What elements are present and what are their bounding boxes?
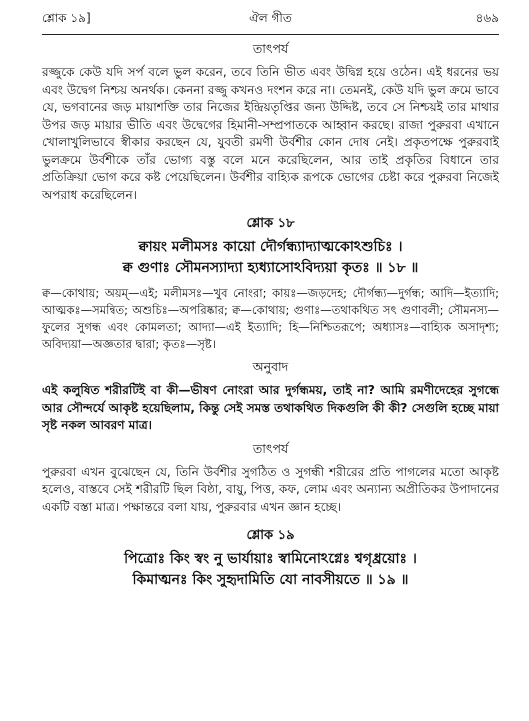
verse-18-purport: পুরুরবা এখন বুঝেছেন যে, তিনি উর্বশীর সুগঠিত ও সুগন্ধী শরীরের প্রতি পাগলের মতো আকৃষ্ট হলেও, বাস্তবে সেই শরীরটি ছিল বিষ্ঠা, বায়ু, পিত্ত, কফ, লোম এবং অন্যান্য অপ্রীতিকর উপাদানের একটি বস্তা মাত্র। পক্ষান্তরে বলা যায়, পুরুরবার এখন জ্ঞান হচ্ছে। [42,464,499,514]
header-rule [42,34,499,35]
verse-18-synonyms: ক্ব—কোথায়; অয়ম্—এই; মলীমসঃ—খুব নোংরা; কায়ঃ—জড়দেহ; দৌর্গন্ধ্য—দুর্গন্ধ; আদি—ইত্যাদি; আত্মকঃ—সমন্বিত; অশুচিঃ—অপরিষ্কার; ক্ব—কোথায়; গুণাঃ—তথাকথিত সৎ গুণাবলী; সৌমনস্য—ফুলের সুগন্ধ এবং কোমলতা; আদ্যা—এই ইত্যাদি; হি—নিশ্চিতরূপে; অধ্যাসঃ—বাহ্যিক অসাদৃশ্য; অবিদ্যয়া—অজ্ঞতার দ্বারা; কৃতঃ—সৃষ্ট। [42,286,499,351]
verse-18-translation: এই কলুষিত শরীরটিই বা কী—ভীষণ নোংরা আর দুর্গন্ধময়, তাই না? আমি রমণীদেহের সুগন্ধে আর সৌন্দর্যে আকৃষ্ট হয়েছিলাম, কিন্তু সেই সমস্ত তথাকথিত দিকগুলি কী কী? সেগুলি হচ্ছে মায়া সৃষ্ট নকল আবরণ মাত্র। [42,383,499,432]
header-chapter-title: ঐল গীত [249,11,292,25]
translation-heading: অনুবাদ [252,359,289,374]
verse-19-heading: শ্লোক ১৯ [246,528,295,543]
verse-18-line-2: ক্ব গুণাঃ সৌমনস্যাদ্যা হ্যধ্যাসোঽবিদ্যয়া কৃতঃ ॥ ১৮ ॥ [122,260,419,276]
running-header [42,0,499,34]
verse-18-heading: শ্লোক ১৮ [246,216,295,231]
purport-paragraph: রজ্জুকে কেউ যদি সর্প বলে ভুল করেন, তবে তিনি ভীত এবং উদ্বিগ্ন হয়ে ওঠেন। এই ধরনের ভয় এবং উদ্বেগ নিশ্চয় অনর্থক। কেননা রজ্জু কখনও দংশন করে না। তেমনই, কেউ যদি ভুল ক্রমে ভাবে যে, ভগবানের জড় মায়াশক্তি তার নিজের ইন্দ্রিয়তৃপ্তির জন্য উদ্দিষ্ট, তবে সে নিশ্চয়ই তার মাথার উপর জড় মায়ার ভীতি এবং উদ্বেগের হিমানী-সম্প্রপাতকে আহ্বান করছে। রাজা পুরুরবা এখানে খোলাখুলিভাবে স্বীকার করছেন যে, যুবতী রমণী উর্বশীর কোন দোষ নেই। প্রকৃতপক্ষে পুরুরবাই ভুলক্রমে উর্বশীকে তাঁর ভোগ্য বস্তু বলে মনে করেছিলেন, আর তাই প্রকৃতির বিধানে তার প্রতিক্রিয়া ভোগ করে কষ্ট পেয়েছিলেন। উর্বশীর বাহ্যিক রূপকে ভোগের চেষ্টা করে পুরুরবা নিজেই অপরাধ করেছিলেন। [42,65,499,202]
purport-heading-2: তাৎপর্য [252,440,289,456]
verse-18-line-1: ক্বায়ং মলীমসঃ কায়ো দৌর্গন্ধ্যাদ্যাত্মকোঽশুচিঃ । [138,239,403,255]
verse-19-line-2: কিমাত্মনঃ কিং সুহৃদামিতি যো নাবসীয়তে ॥ ১৯ ॥ [132,572,409,588]
verse-19-line-1: পিত্রোঃ কিং স্বং নু ভার্যায়াঃ স্বামিনোঽগ্নেঃ শ্বগৃধ্রয়োঃ । [124,551,417,567]
page-number: ৪৬৯ [475,11,499,25]
header-verse-ref: শ্লোক ১৯] [42,11,91,25]
purport-heading: তাৎপর্য [252,41,289,56]
